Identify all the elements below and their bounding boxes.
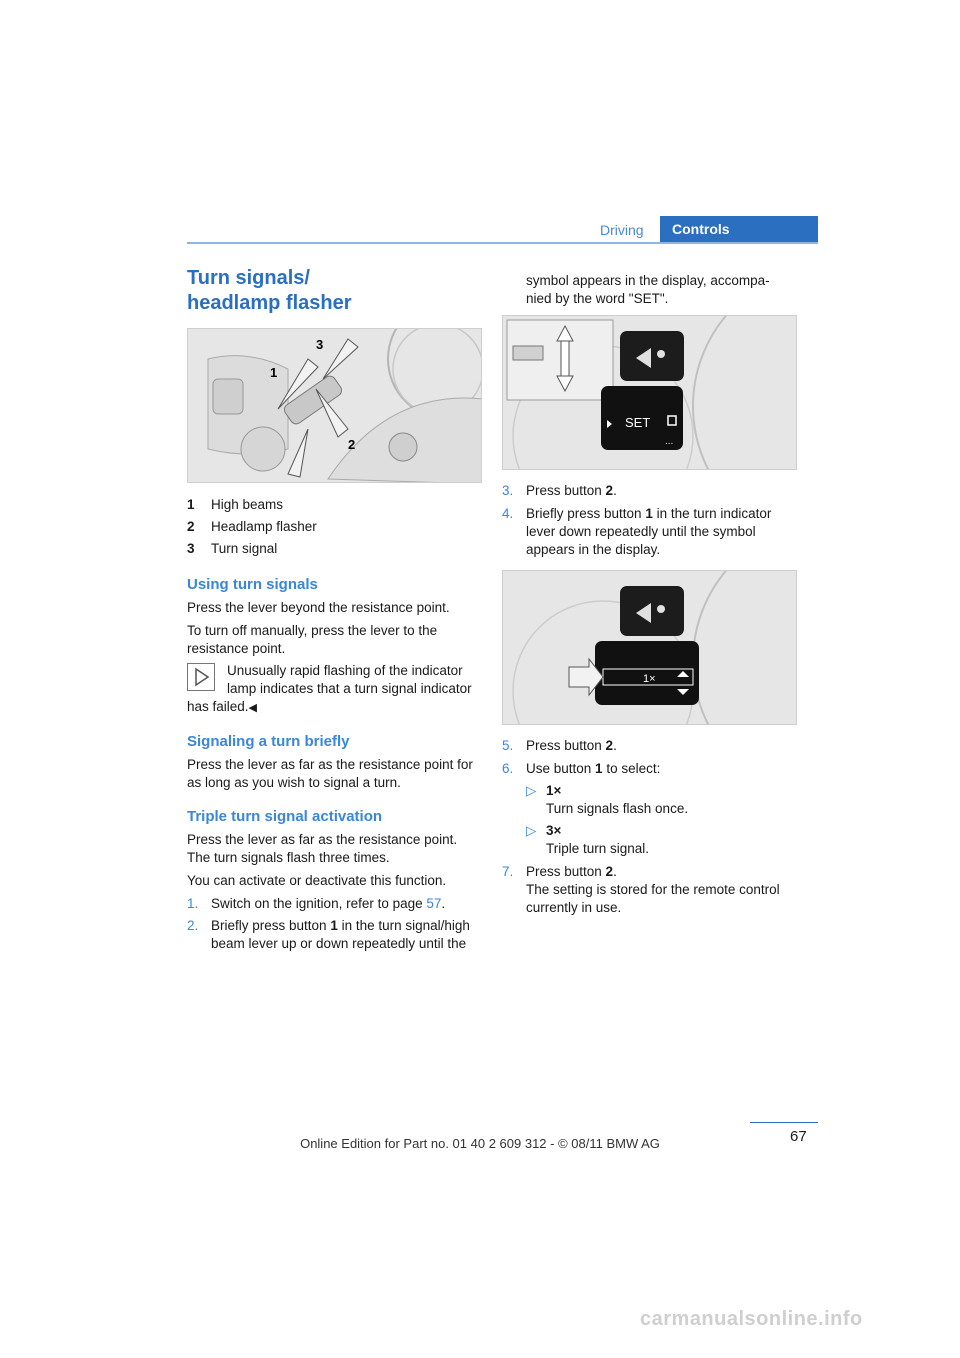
triple-step-2: 2. Briefly press button 1 in the turn signal/high beam lever up or down repeatedly until the bbox=[187, 918, 470, 951]
heading-triple-turn-signal: Triple turn signal activation bbox=[187, 808, 383, 825]
step-4: 4. Briefly press button 1 in the turn indicator lever down repeatedly until the symbol appears in the display. bbox=[502, 506, 772, 557]
fig1-label-3: 3 bbox=[316, 337, 324, 352]
legend-item-3: 3 Turn signal bbox=[187, 541, 278, 556]
footer-text: Online Edition for Part no. 01 40 2 609 312 - © 08/11 BMW AG bbox=[300, 1136, 660, 1151]
page-ref-link[interactable]: 57 bbox=[426, 896, 442, 911]
option-once-symbol: 1× bbox=[546, 783, 562, 798]
fig3-value: 1× bbox=[643, 673, 656, 685]
header-section: Driving bbox=[600, 222, 644, 238]
option-triple: ▷ 3× Triple turn signal. bbox=[526, 822, 826, 858]
fig1-label-1: 1 bbox=[270, 365, 278, 380]
option-triple-symbol: 3× bbox=[546, 823, 562, 838]
figure-set-display bbox=[502, 315, 797, 470]
fig2-set-text: SET bbox=[625, 415, 651, 430]
page-title: Turn signals/ headlamp flasher bbox=[187, 267, 352, 314]
page-number-rule bbox=[750, 1122, 818, 1123]
legend-item-1: 1 High beams bbox=[187, 497, 284, 512]
heading-using-turn-signals: Using turn signals bbox=[187, 576, 318, 593]
triple-step-1: 1. Switch on the ignition, refer to page 57. bbox=[187, 896, 446, 911]
page-number: 67 bbox=[790, 1128, 807, 1145]
using-note: Unusually rapid flashing of the indicator lamp indicates that a turn signal indicator has failed.◀ bbox=[187, 663, 472, 714]
figure-count-display bbox=[502, 570, 797, 725]
step-7: 7. Press button 2. The setting is stored for the remote control currently in use. bbox=[502, 864, 780, 915]
heading-signaling-briefly: Signaling a turn briefly bbox=[187, 733, 350, 750]
step-5: 5. Press button 2. bbox=[502, 738, 617, 753]
triple-para-2: You can activate or deactivate this function. bbox=[187, 873, 447, 888]
using-para-1: Press the lever beyond the resistance point. bbox=[187, 600, 450, 615]
fig1-label-2: 2 bbox=[348, 437, 356, 452]
header-rule bbox=[187, 242, 818, 244]
fig2-dots: ... bbox=[665, 436, 674, 447]
header-chapter-tab: Controls bbox=[660, 216, 818, 243]
triple-para-1: Press the lever as far as the resistance point. The turn signals flash three times. bbox=[187, 832, 458, 865]
legend-item-2: 2 Headlamp flasher bbox=[187, 519, 317, 534]
watermark: carmanualsonline.info bbox=[640, 1308, 863, 1330]
right-continuation: symbol appears in the display, accompa- nied by the word "SET". bbox=[526, 273, 770, 306]
using-para-2: To turn off manually, press the lever to the resistance point. bbox=[187, 623, 438, 656]
figure-turn-signal-lever bbox=[187, 328, 482, 483]
brief-para: Press the lever as far as the resistance point for as long as you wish to signal a turn. bbox=[187, 757, 473, 790]
option-once: ▷ 1× Turn signals flash once. bbox=[526, 782, 826, 818]
step-3: 3. Press button 2. bbox=[502, 483, 617, 498]
step-6: 6. Use button 1 to select: bbox=[502, 761, 661, 776]
